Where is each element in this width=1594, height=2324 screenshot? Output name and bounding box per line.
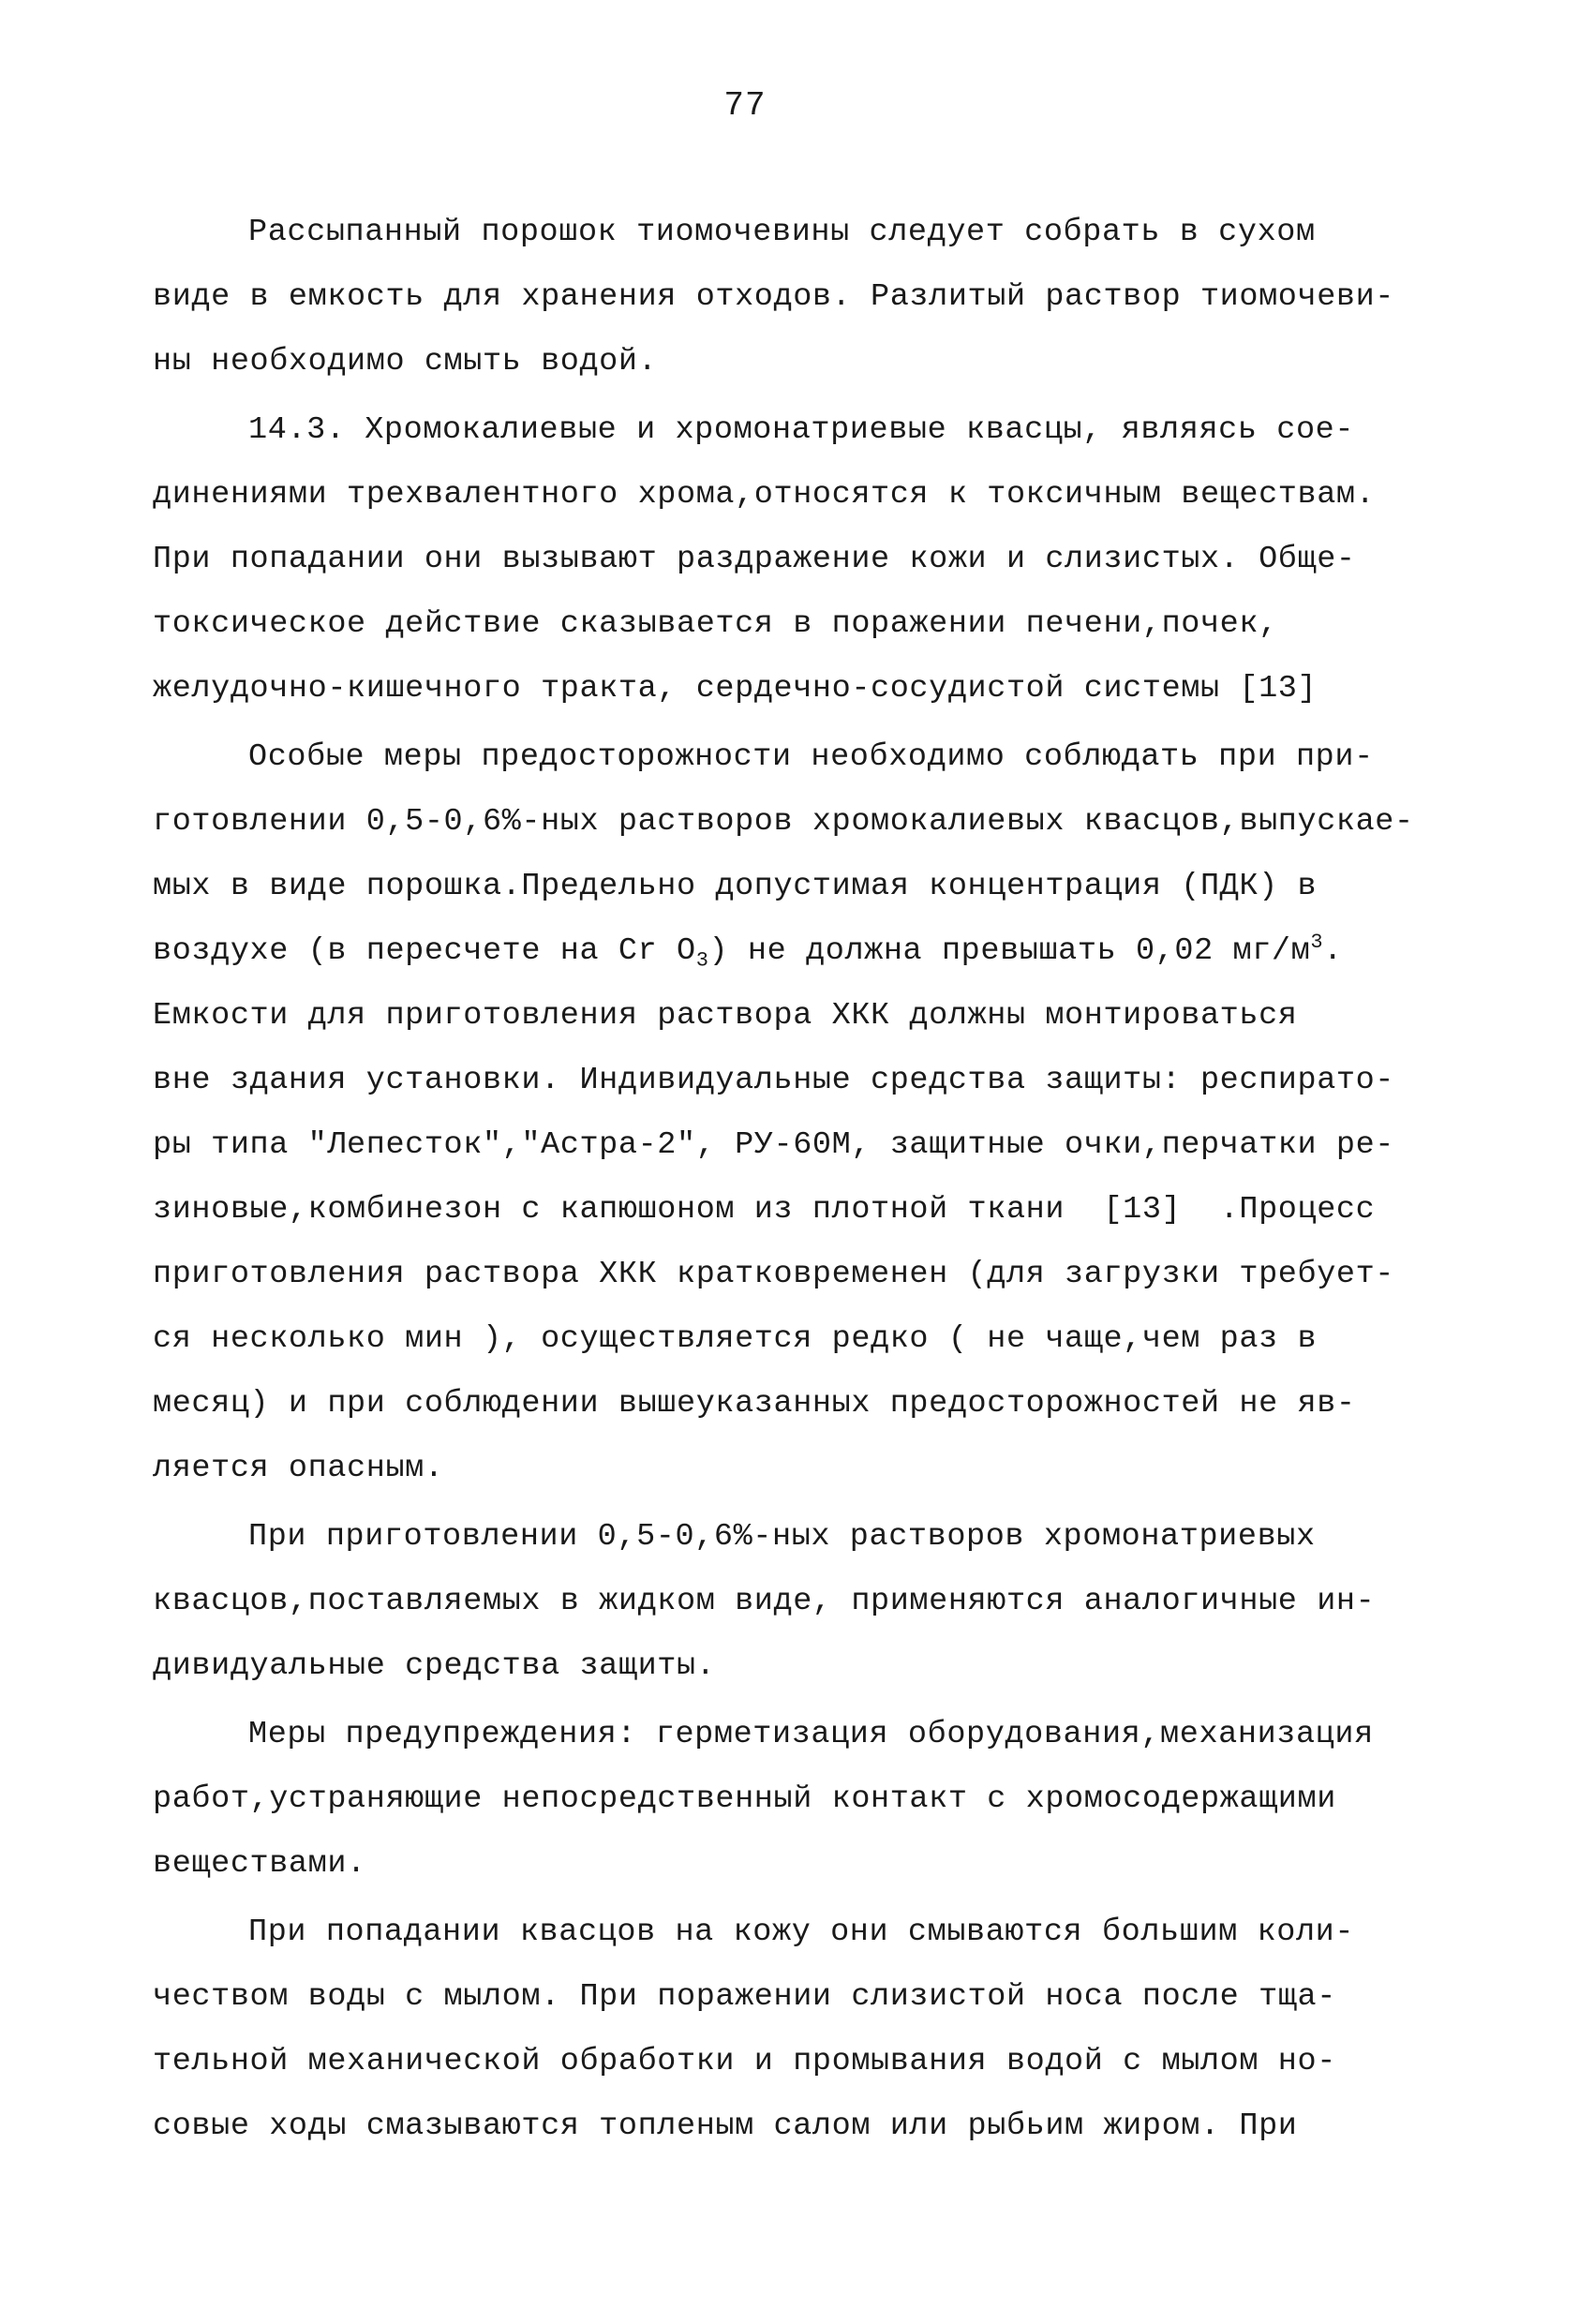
text-line: зиновые,комбинезон с капюшоном из плотной ткани [13] .Процесс [153, 1192, 1376, 1228]
text-line: Особые меры предосторожности необходимо соблюдать при при- [248, 739, 1374, 775]
formula-superscript: 3 [1310, 930, 1324, 954]
formula-text-mid: ) не должна превышать 0,02 мг/м [708, 933, 1311, 969]
text-line: работ,устраняющие непосредственный контакт с хромосодержащими [153, 1781, 1336, 1817]
formula-text-end: . [1323, 933, 1343, 969]
formula-subscript: 3 [695, 948, 709, 973]
formula-text-start: воздухе (в пересчете на Cr O [153, 933, 696, 969]
text-line: ляется опасным. [153, 1451, 444, 1486]
text-line: виде в емкость для хранения отходов. Разлитый раствор тиомочеви- [153, 279, 1395, 315]
page-number: 77 [723, 86, 767, 125]
text-line: токсическое действие сказывается в поражении печени,почек, [153, 606, 1278, 642]
text-line: приготовления раствора ХКК кратковременен (для загрузки требует- [153, 1257, 1395, 1292]
text-line: ны необходимо смыть водой. [153, 344, 658, 380]
text-line: желудочно-кишечного тракта, сердечно-сосудистой системы [13] [153, 671, 1318, 707]
text-line: динениями трехвалентного хрома,относятся к токсичным веществам. [153, 477, 1376, 513]
text-line: ся несколько мин ), осуществляется редко ( не чаще,чем раз в [153, 1321, 1318, 1357]
text-line: При попадании квасцов на кожу они смываются большим коли- [248, 1914, 1355, 1950]
text-line-formula [153, 930, 1343, 973]
text-line: тельной механической обработки и промывания водой с мылом но- [153, 2044, 1336, 2079]
text-line: совые ходы смазываются топленым салом или рыбьим жиром. При [153, 2108, 1298, 2144]
text-line: Емкости для приготовления раствора ХКК должны монтироваться [153, 998, 1298, 1034]
text-line: квасцов,поставляемых в жидком виде, применяются аналогичные ин- [153, 1584, 1376, 1619]
text-line: Рассыпанный порошок тиомочевины следует собрать в сухом [248, 215, 1316, 250]
text-line: вне здания установки. Индивидуальные средства защиты: респирато- [153, 1063, 1395, 1098]
text-line: мых в виде порошка.Предельно допустимая концентрация (ПДК) в [153, 869, 1318, 904]
text-line: ры типа "Лепесток","Астра-2", РУ-60М, защитные очки,перчатки ре- [153, 1127, 1395, 1163]
text-line: готовлении 0,5-0,6%-ных растворов хромокалиевых квасцов,выпускае- [153, 804, 1414, 840]
text-line: дивидуальные средства защиты. [153, 1648, 716, 1684]
text-line: При попадании они вызывают раздражение кожи и слизистых. Обще- [153, 542, 1356, 577]
text-line: При приготовлении 0,5-0,6%-ных растворов хромонатриевых [248, 1519, 1316, 1555]
text-line: чеством воды с мылом. При поражении слизистой носа после тща- [153, 1979, 1336, 2015]
text-line: Меры предупреждения: герметизация оборудования,механизация [248, 1717, 1374, 1752]
text-line: 14.3. Хромокалиевые и хромонатриевые квасцы, являясь сое- [248, 412, 1355, 448]
text-line: месяц) и при соблюдении вышеуказанных предосторожностей не яв- [153, 1386, 1356, 1422]
text-line: веществами. [153, 1846, 366, 1882]
